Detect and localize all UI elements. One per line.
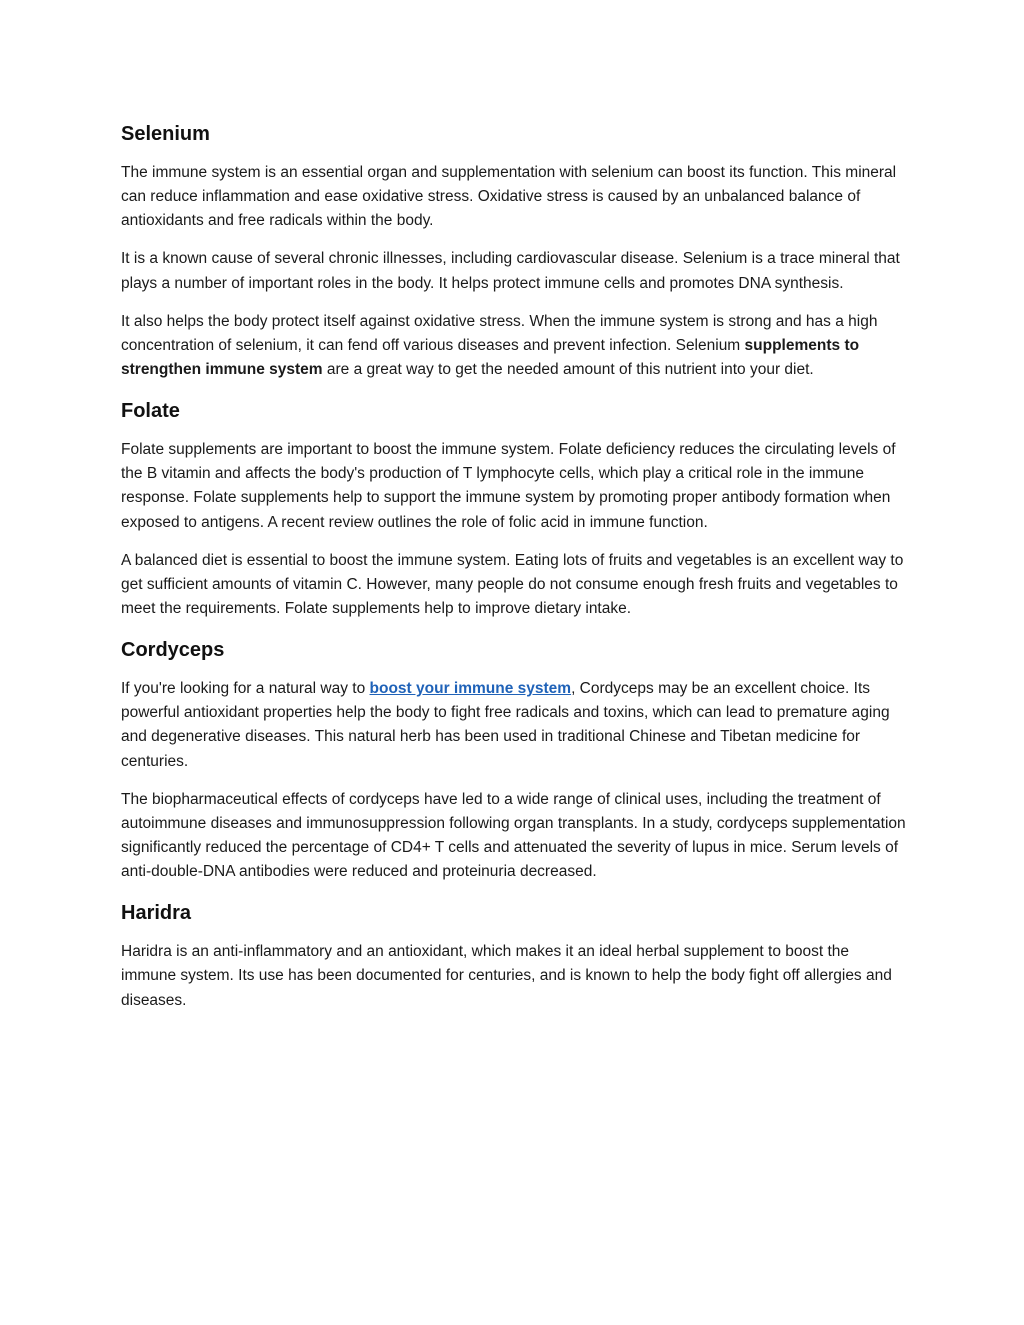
paragraph: The biopharmaceutical effects of cordyceps have led to a wide range of clinical uses, including the treatment of autoimmune diseases and immunosuppression following organ transplants. In a study, cordyceps supplementation significantly reduced the percentage of CD4+ T cells and attenuated the severity of lupus in mice. Serum levels of anti-double-DNA antibodies were reduced and proteinuria decreased. bbox=[121, 790, 906, 881]
section-heading-haridra: Haridra bbox=[121, 902, 192, 925]
paragraph-text: are a great way to get the needed amount of this nutrient into your diet. bbox=[322, 361, 814, 379]
section-heading-selenium: Selenium bbox=[121, 123, 210, 145]
section-folate bbox=[121, 396, 907, 621]
document-page bbox=[121, 119, 907, 1027]
section-heading-cordyceps: Cordyceps bbox=[121, 639, 225, 662]
paragraph: Folate supplements are important to boost the immune system. Folate deficiency reduces the circulating levels of the B vitamin and affects the body's production of T lymphocyte cells, which play a critical role in the immune response. Folate supplements help to support the immune system by promoting proper antibody formation when exposed to antigens. A recent review outlines the role of folic acid in immune function. bbox=[121, 441, 896, 531]
paragraph: Haridra is an anti-inflammatory and an antioxidant, which makes it an ideal herbal supplement to boost the immune system. Its use has been documented for centuries, and is known to help the body fight off allergies and diseases. bbox=[121, 943, 892, 1009]
paragraph bbox=[121, 310, 907, 383]
paragraph: It is a known cause of several chronic illnesses, including cardiovascular disease. Selenium is a trace mineral that plays a number of important roles in the body. It helps protect immune cells and promotes DNA synthesis. bbox=[121, 250, 900, 292]
paragraph-text: If you're looking for a natural way to bbox=[121, 680, 370, 698]
bold-keyword: supplements to strengthen immune system bbox=[121, 336, 860, 379]
section-haridra bbox=[121, 898, 907, 1013]
paragraph bbox=[121, 677, 907, 774]
boost-immune-system-link[interactable]: boost your immune system bbox=[369, 680, 572, 698]
section-selenium bbox=[121, 119, 907, 382]
paragraph-text: It also helps the body protect itself against oxidative stress. When the immune system is strong and has a high concentration of selenium, it can fend off various diseases and prevent infection. Selenium bbox=[121, 312, 878, 354]
section-heading-folate: Folate bbox=[121, 400, 180, 423]
paragraph: The immune system is an essential organ and supplementation with selenium can boost its function. This mineral can reduce inflammation and ease oxidative stress. Oxidative stress is caused by an unbalanced balance of antioxidants and free radicals within the body. bbox=[121, 164, 897, 230]
paragraph: A balanced diet is essential to boost the immune system. Eating lots of fruits and vegetables is an excellent way to get sufficient amounts of vitamin C. However, many people do not consume enough fresh fruits and vegetables to meet the requirements. Folate supplements help to improve dietary intake. bbox=[121, 551, 904, 618]
paragraph-text: , Cordyceps may be an excellent choice. Its powerful antioxidant properties help the body to fight free radicals and toxins, which can lead to premature aging and degenerative diseases. This natural herb has been used in traditional Chinese and Tibetan medicine for centuries. bbox=[121, 680, 890, 770]
section-cordyceps bbox=[121, 635, 907, 884]
